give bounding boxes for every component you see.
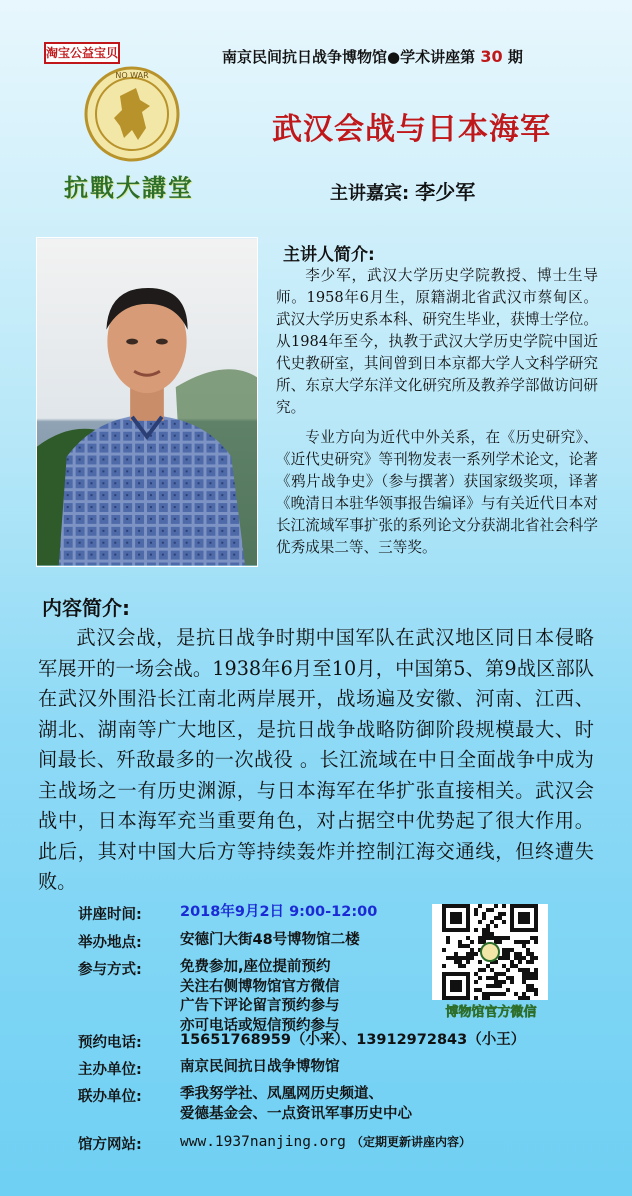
- emblem-text: NO WAR: [115, 71, 149, 80]
- wechat-qr-code-icon[interactable]: [432, 904, 548, 1000]
- join-line: 亦可电话或短信预约参与: [180, 1017, 340, 1034]
- content-body: 武汉会战，是抗日战争时期中国军队在武汉地区同日本侵略军展开的一场会战。1938年6月至10月，中国第5、第9战区部队在武汉外围沿长江南北两岸展开，战场遍及安徽、河南、江西、湖北、湖南等广大地区，是抗日战争战略防御阶段规模最大、时间最长、歼敌最多的一次战役 。长江流域在中日全面战争中成为主战场之一有历史渊源，与日本海军在华扩张直接相关。武汉会战中，日本海军充当重要角色，对占据空中优势起了很大作用。此后，其对中国大后方等持续轰炸并控制江海交通线，但终遭失败。: [38, 626, 594, 893]
- qr-caption: 博物馆官方微信: [445, 1005, 537, 1020]
- info-label: 馆方网站:: [78, 1137, 142, 1153]
- series-prefix: 南京民间抗日战争博物馆●学术讲座第: [222, 48, 476, 66]
- series-suffix: 期: [507, 48, 523, 66]
- info-label: 主办单位:: [78, 1062, 142, 1078]
- lecture-title: 武汉会战与日本海军: [272, 112, 551, 147]
- lecture-place: 安德门大街48号博物馆二楼: [180, 932, 360, 948]
- guest-name: 李少军: [415, 180, 476, 204]
- charity-badge: 淘宝公益宝贝: [44, 42, 120, 64]
- series-line: [222, 46, 523, 67]
- website-link[interactable]: www.1937nanjing.org: [180, 1134, 346, 1150]
- info-label: 讲座时间:: [78, 907, 142, 923]
- bio-paragraph: 李少军，武汉大学历史学院教授、博士生导师。1958年6月生，原籍湖北省武汉市蔡甸区。武汉大学历史系本科、研究生毕业，获博士学位。从1984年至今，执教于武汉大学历史学院中国近代史教研室，其间曾到日本京都大学人文科学研究所、东京大学东洋文化研究所及教养学部做访问研究。: [276, 267, 598, 416]
- info-label: 参与方式:: [78, 962, 142, 978]
- join-method: [180, 958, 340, 1036]
- no-war-emblem-icon: [84, 66, 180, 162]
- issue-number: 30: [480, 47, 503, 66]
- info-label: 举办地点:: [78, 935, 142, 951]
- info-label: 联办单位:: [78, 1089, 142, 1105]
- lecture-time: 2018年9月2日 9:00-12:00: [180, 904, 378, 920]
- booking-phone[interactable]: 15651768959（小来）、13912972843（小王）: [180, 1032, 526, 1048]
- co-organizers: [180, 1085, 412, 1124]
- bio-paragraph: 专业方向为近代中外关系，在《历史研究》、《近代史研究》等刊物发表一系列学术论文，论著《鸦片战争史》（参与撰著）获国家级奖项，译著《晚清日本驻华领事报告编译》与有关近代日本对长江流域军事扩张的系列论文分获湖北省社会科学优秀成果二等、三等奖。: [276, 429, 598, 556]
- host-org: 南京民间抗日战争博物馆: [180, 1059, 340, 1075]
- guest-line: [330, 176, 475, 205]
- lecture-hall-logo: 抗戰大講堂: [64, 173, 194, 202]
- join-line: 关注右侧博物馆官方微信: [180, 978, 340, 995]
- join-line: 广告下评论留言预约参与: [180, 998, 340, 1014]
- info-label: 预约电话:: [78, 1035, 142, 1051]
- website-note: （定期更新讲座内容）: [350, 1135, 471, 1149]
- bio-heading: 主讲人简介:: [283, 245, 375, 265]
- guest-label: 主讲嘉宾:: [330, 183, 410, 204]
- co-line: 爱德基金会、一点资讯军事历史中心: [180, 1105, 412, 1122]
- join-line: 免费参加,座位提前预约: [180, 959, 331, 975]
- co-line: 季我努学社、凤凰网历史频道、: [180, 1086, 383, 1102]
- content-heading: 内容简介:: [42, 596, 130, 620]
- speaker-photo: [36, 237, 258, 567]
